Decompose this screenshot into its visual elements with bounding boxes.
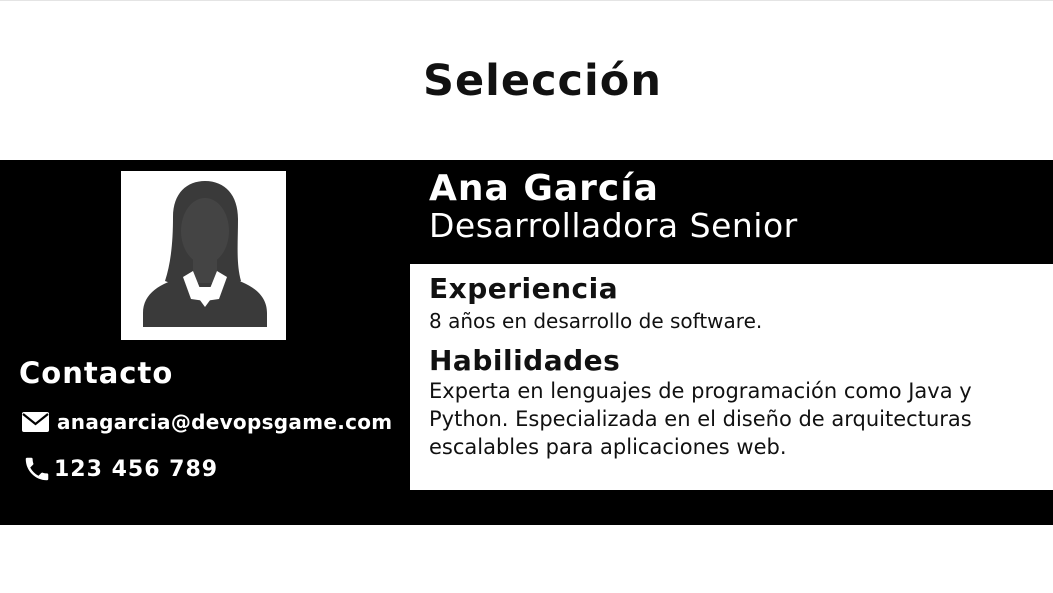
info-panel — [410, 264, 1053, 490]
experience-text: 8 años en desarrollo de software. — [429, 309, 763, 333]
skills-text: Experta en lenguajes de programación como Java y Python. Especializada en el diseño de arquitecturas escalables para aplicaciones web. — [429, 379, 972, 459]
profile-role: Desarrolladora Senior — [429, 206, 798, 245]
top-divider — [0, 0, 1053, 1]
experience-heading: Experiencia — [429, 272, 619, 305]
avatar — [121, 171, 286, 340]
phone-row[interactable] — [22, 454, 218, 484]
profile-name: Ana García — [429, 168, 659, 209]
female-user-silhouette-icon — [121, 171, 286, 340]
phone-number[interactable]: 123 456 789 — [54, 456, 219, 482]
contact-heading: Contacto — [19, 356, 174, 390]
envelope-icon — [22, 412, 49, 432]
email-row[interactable] — [22, 410, 392, 434]
phone-icon — [22, 454, 52, 484]
email-link[interactable]: anagarcia@devopsgame.com — [57, 410, 393, 434]
skills-heading: Habilidades — [429, 344, 621, 377]
page-title: Selección — [423, 56, 662, 106]
